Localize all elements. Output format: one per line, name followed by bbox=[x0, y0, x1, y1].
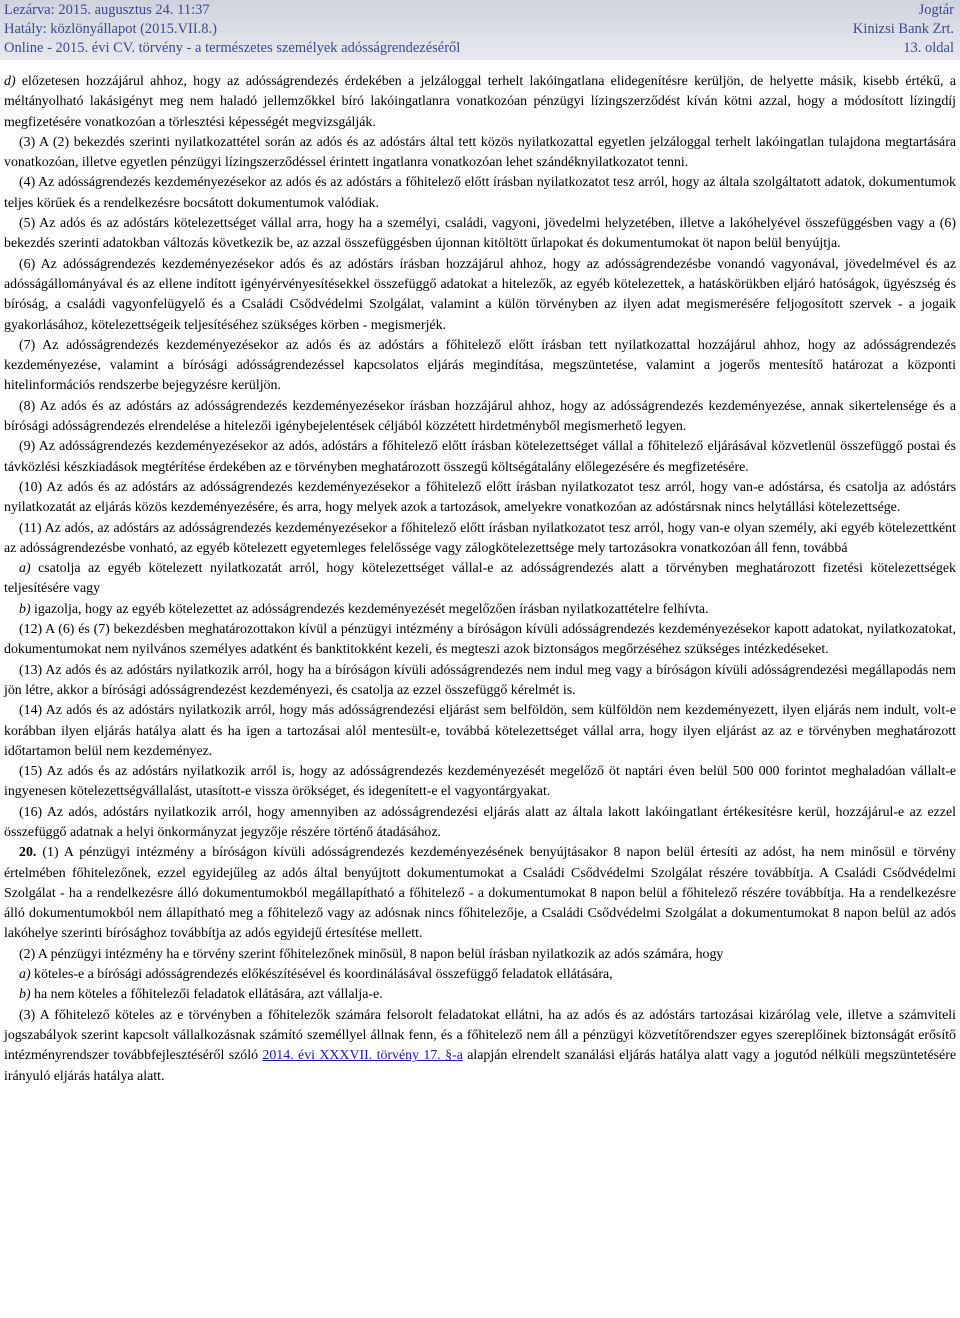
item-marker: a) bbox=[19, 967, 31, 983]
item-marker: d) bbox=[4, 74, 16, 89]
publisher-name: Jogtár bbox=[918, 2, 954, 18]
paragraph-3: (3) A (2) bekezdés szerinti nyilatkozattétel során az adós és az adóstárs által tett közös nyilatkozattal egyetlen jelzáloggal terhelt lakóingatlan tulajdona megtartására vonatkozóan, illetve egyetlen pénzügyi lízingszerződéssel érintett ingatlanra vonatkozóan lehet szándéknyilatkozatot tenni. bbox=[4, 134, 956, 171]
effective-state: Hatály: közlönyállapot (2015.VII.8.) bbox=[4, 21, 218, 37]
paragraph-5: (5) Az adós és az adóstárs kötelezettséget vállal arra, hogy ha a személyi, családi, vagyoni, jövedelmi helyzetében, illetve a lakóhelyével összefüggésben vagy a (6) bekezdés szerinti adatokban változás következik be, az azzal összefüggésben újonnan kitöltött űrlapokat és dokumentumokat öt napon belül benyújtja. bbox=[4, 216, 956, 252]
paragraph-text: (3) A főhitelező köteles az e törvényben a főhitelezők számára felsorolt feladatokat ellátni, ha az adós és az adóstárs tartozásai kizárólag vele, illetve a számviteli jogszabályok szerint kapcsolt vállalkozásnak számító személlyel állnak fenn, és a főhitelező nem áll a pénzügyi közvetítőrendszer egyes szereplőinek biztonságát erősítő intézményrendszer továbbfejlesztéséről szóló bbox=[4, 1007, 956, 1064]
paragraph-15: (15) Az adós és az adóstárs nyilatkozik arról is, hogy az adósságrendezés kezdeményezését megelőző öt naptári éven belül 500 000 forintot meghaladóan vállalt-e ingyenesen kötelezettségvállalást, utasított-e vissza örökséget, és idegenített-e el vagyontárgyakat. bbox=[4, 764, 956, 800]
paragraph-text: csatolja az egyéb kötelezett nyilatkozatát arról, hogy kötelezettséget vállal-e az adósságrendezés alatt a törvényben meghatározott fizetési kötelezettségek teljesítésére vagy bbox=[4, 561, 956, 597]
paragraph-14: (14) Az adós és az adóstárs nyilatkozik arról, hogy más adósságrendezési eljárást sem belföldön, sem külföldön nem kezdeményezett, ilyen eljárás nem indult, volt-e korábban ilyen eljárás hatálya alatt és ha igen a tartozásai alól mentesült-e, továbbá kötelezettséget vállal arra, hogy ilyen eljárást az az e törvényben meghatározott időtartamon belül nem kezdeményez. bbox=[4, 703, 956, 759]
paragraph-text: köteles-e a bírósági adósságrendezés előkészítésével és koordinálásával összefüggő feladatok ellátására, bbox=[30, 967, 613, 983]
paragraph-d bbox=[4, 72, 956, 133]
paragraph-16: (16) Az adós, adóstárs nyilatkozik arról, hogy amennyiben az adósságrendezési eljárás alatt az általa lakott lakóingatlant értékesítésre kerül, hozzájárul-e az ezzel összefüggő adatnak a helyi önkormányzat jegyzője részére történő átadásához. bbox=[4, 804, 956, 840]
item-marker: a) bbox=[19, 561, 31, 577]
section-20-paragraph-2-a bbox=[4, 965, 956, 985]
section-20-paragraph-1 bbox=[4, 843, 956, 944]
document-title: Online - 2015. évi CV. törvény - a természetes személyek adósságrendezéséről bbox=[4, 40, 461, 56]
paragraph-text: ha nem köteles a főhitelezői feladatok ellátására, azt vállalja-e. bbox=[30, 987, 383, 1003]
paragraph-7: (7) Az adósságrendezés kezdeményezésekor az adós és az adóstárs a főhitelező előtt írásban tett nyilatkozattal hozzájárul ahhoz, hogy az adósságrendezés kezdeményezése, valamint a bírósági adósságrendezéssel kapcsolatos eljárás megindítása, megszüntetése, valamint a jogerős mentesítő határozat a központi hitelinformációs rendszerbe bejegyzésre kerüljön. bbox=[4, 337, 956, 394]
section-20-paragraph-2: (2) A pénzügyi intézmény ha e törvény szerint főhitelezőnek minősül, 8 napon belül írásban nyilatkozik az adós számára, hogy bbox=[19, 946, 724, 962]
paragraph-text: (1) A pénzügyi intézmény a bíróságon kívüli adósságrendezés kezdeményezésének benyújtásakor 8 napon belül értesíti az adóst, ha nem minősül e törvény értelmében főhitelezőnek, ezzel egyidejűleg az adós által benyújtott dokumentumokat a Családi Csődvédelmi Szolgálat részére továbbítja. A Családi Csődvédelmi Szolgálat - ha a rendelkezésre álló dokumentumokból megállapítható a főhitelező - a dokumentumokat 8 napon belül a főhitelező részére továbbítja. Ha a rendelkezésre álló dokumentumokból nem állapítható meg a főhitelező vagy az adósnak nincs főhitelezője, a Családi Csődvédelmi Szolgálat a dokumentumokat 8 napon belül az adós lakóhelye szerinti bírósághoz továbbítja az adós egyidejű értesítése mellett. bbox=[4, 845, 956, 942]
item-marker: b) bbox=[19, 601, 31, 617]
document-body bbox=[4, 72, 956, 1087]
paragraph-text: alapján elrendelt szanálási eljárás hatálya alatt vagy a jogutód nélküli megszüntetésére irányuló eljárás hatálya alatt. bbox=[4, 1048, 956, 1084]
section-20-paragraph-3 bbox=[4, 1006, 956, 1087]
page-number: 13. oldal bbox=[903, 40, 954, 56]
section-20-paragraph-2-b bbox=[4, 985, 956, 1005]
header-right bbox=[853, 1, 954, 58]
paragraph-10: (10) Az adós és az adóstárs az adósságrendezés kezdeményezésekor a főhitelező előtt írásban nyilatkozatot tesz arról, hogy van-e adóstársa, és csatolja az adóstárs nyilatkozatát az eljárás közös kezdeményezésére, és arra, hogy melyek azok a tartozások, amelyekre vonatkozóan az adóstársnak nincs helytállási kötelezettsége. bbox=[4, 479, 956, 516]
paragraph-text: előzetesen hozzájárul ahhoz, hogy az adósságrendezés érdekében a jelzáloggal terhelt lakóingatlana elidegenítésre kerüljön, de helyette másik, kisebb értékű, a méltányolható lakásigényt meg nem haladó jellemzőkkel bíró lakóingatlanra vonatkozóan pénzügyi lízingszerződést kíván kötni azzal, hogy a módosított lízingdíj megfizetésére vonatkozóan a törlesztési képességét megvizsgálják. bbox=[4, 74, 956, 130]
paragraph-11-a bbox=[4, 559, 956, 600]
paragraph-11: (11) Az adós, az adóstárs az adósságrendezés kezdeményezésekor a főhitelező előtt írásban nyilatkozatot tesz arról, hogy van-e olyan személy, aki egyéb kötelezettként az adósságrendezésbe vonható, az egyéb kötelezett egyetemleges felelőssége vagy zálogkötelezettsége mely tartozásokra vonatkozóan áll fenn, továbbá bbox=[4, 520, 956, 556]
paragraph-12: (12) A (6) és (7) bekezdésben meghatározottakon kívül a pénzügyi intézmény a bíróságon kívüli adósságrendezés kezdeményezésekor kapott adatokat, nyilatkozatokat, dokumentumokat nem nyilvános személyes adatként és banktitokként kezeli, és megteszi azok biztonságos megőrzéséhez szükséges intézkedéseket. bbox=[4, 622, 956, 658]
item-marker: b) bbox=[19, 987, 31, 1003]
paragraph-4: (4) Az adósságrendezés kezdeményezésekor az adós és az adóstárs a főhitelező előtt írásban nyilatkozatot tesz arról, hogy az általa szolgáltatott adatok, dokumentumok teljes körűek és a rendelkezésre bocsátott dokumentumok valódiak. bbox=[4, 175, 956, 211]
document-header bbox=[0, 0, 960, 60]
licensee-name: Kinizsi Bank Zrt. bbox=[852, 21, 954, 37]
paragraph-9: (9) Az adósságrendezés kezdeményezésekor az adós, adóstárs a főhitelező előtt írásban kötelezettséget vállal a főhitelező eljárásával közvetlenül összefüggő postai és távközlési készkiadások megtérítése érdekében az e törvényben meghatározott összegű költségátalány előlegezésére és megfizetésére. bbox=[4, 439, 956, 475]
paragraph-6: (6) Az adósságrendezés kezdeményezésekor adós és az adóstárs írásban hozzájárul ahhoz, hogy az adósságrendezésbe vonandó vagyonával, jövedelmével és az adósságállományával és az ellene indított igényérvényesítésekkel összefüggő adatokat a hitelezők, az egyéb kötelezettek, a hatáskörükben eljáró hatóságok, ügyészség és bíróság, a családi vagyonfelügyelő és a Családi Csődvédelmi Szolgálat, valamint a külön törvényben az ilyen adat megismerésére feljogosított szervek - a jogaik gyakorlásához, kötelezettségeik teljesítéséhez szükséges körben - megismerjék. bbox=[4, 256, 956, 333]
law-reference-link[interactable]: 2014. évi XXXVII. törvény 17. §-a bbox=[262, 1048, 463, 1064]
paragraph-11-b bbox=[4, 600, 956, 620]
paragraph-text: igazolja, hogy az egyéb kötelezettet az adósságrendezés kezdeményezését megelőzően írásban nyilatkozattételre felhívta. bbox=[30, 601, 709, 617]
section-number: 20. bbox=[19, 845, 37, 861]
closed-date: Lezárva: 2015. augusztus 24. 11:37 bbox=[4, 2, 210, 18]
paragraph-8: (8) Az adós és az adóstárs az adósságrendezés kezdeményezésekor írásban hozzájárul ahhoz, hogy az adósságrendezés kezdeményezése, annak sikertelensége és a bírósági adósságrendezés elrendelése a hitelezői igénybejelentések céljából közzétett hirdetményből megismerhető legyen. bbox=[4, 398, 956, 435]
header-left bbox=[4, 1, 460, 58]
paragraph-13: (13) Az adós és az adóstárs nyilatkozik arról, hogy ha a bíróságon kívüli adósságrendezés nem indul meg vagy a bíróságon kívüli adósságrendezési megállapodás nem jön létre, akkor a bírósági adósságrendezést kezdeményezi, és csatolja az ezzel összefüggő kérelmét is. bbox=[4, 662, 956, 698]
